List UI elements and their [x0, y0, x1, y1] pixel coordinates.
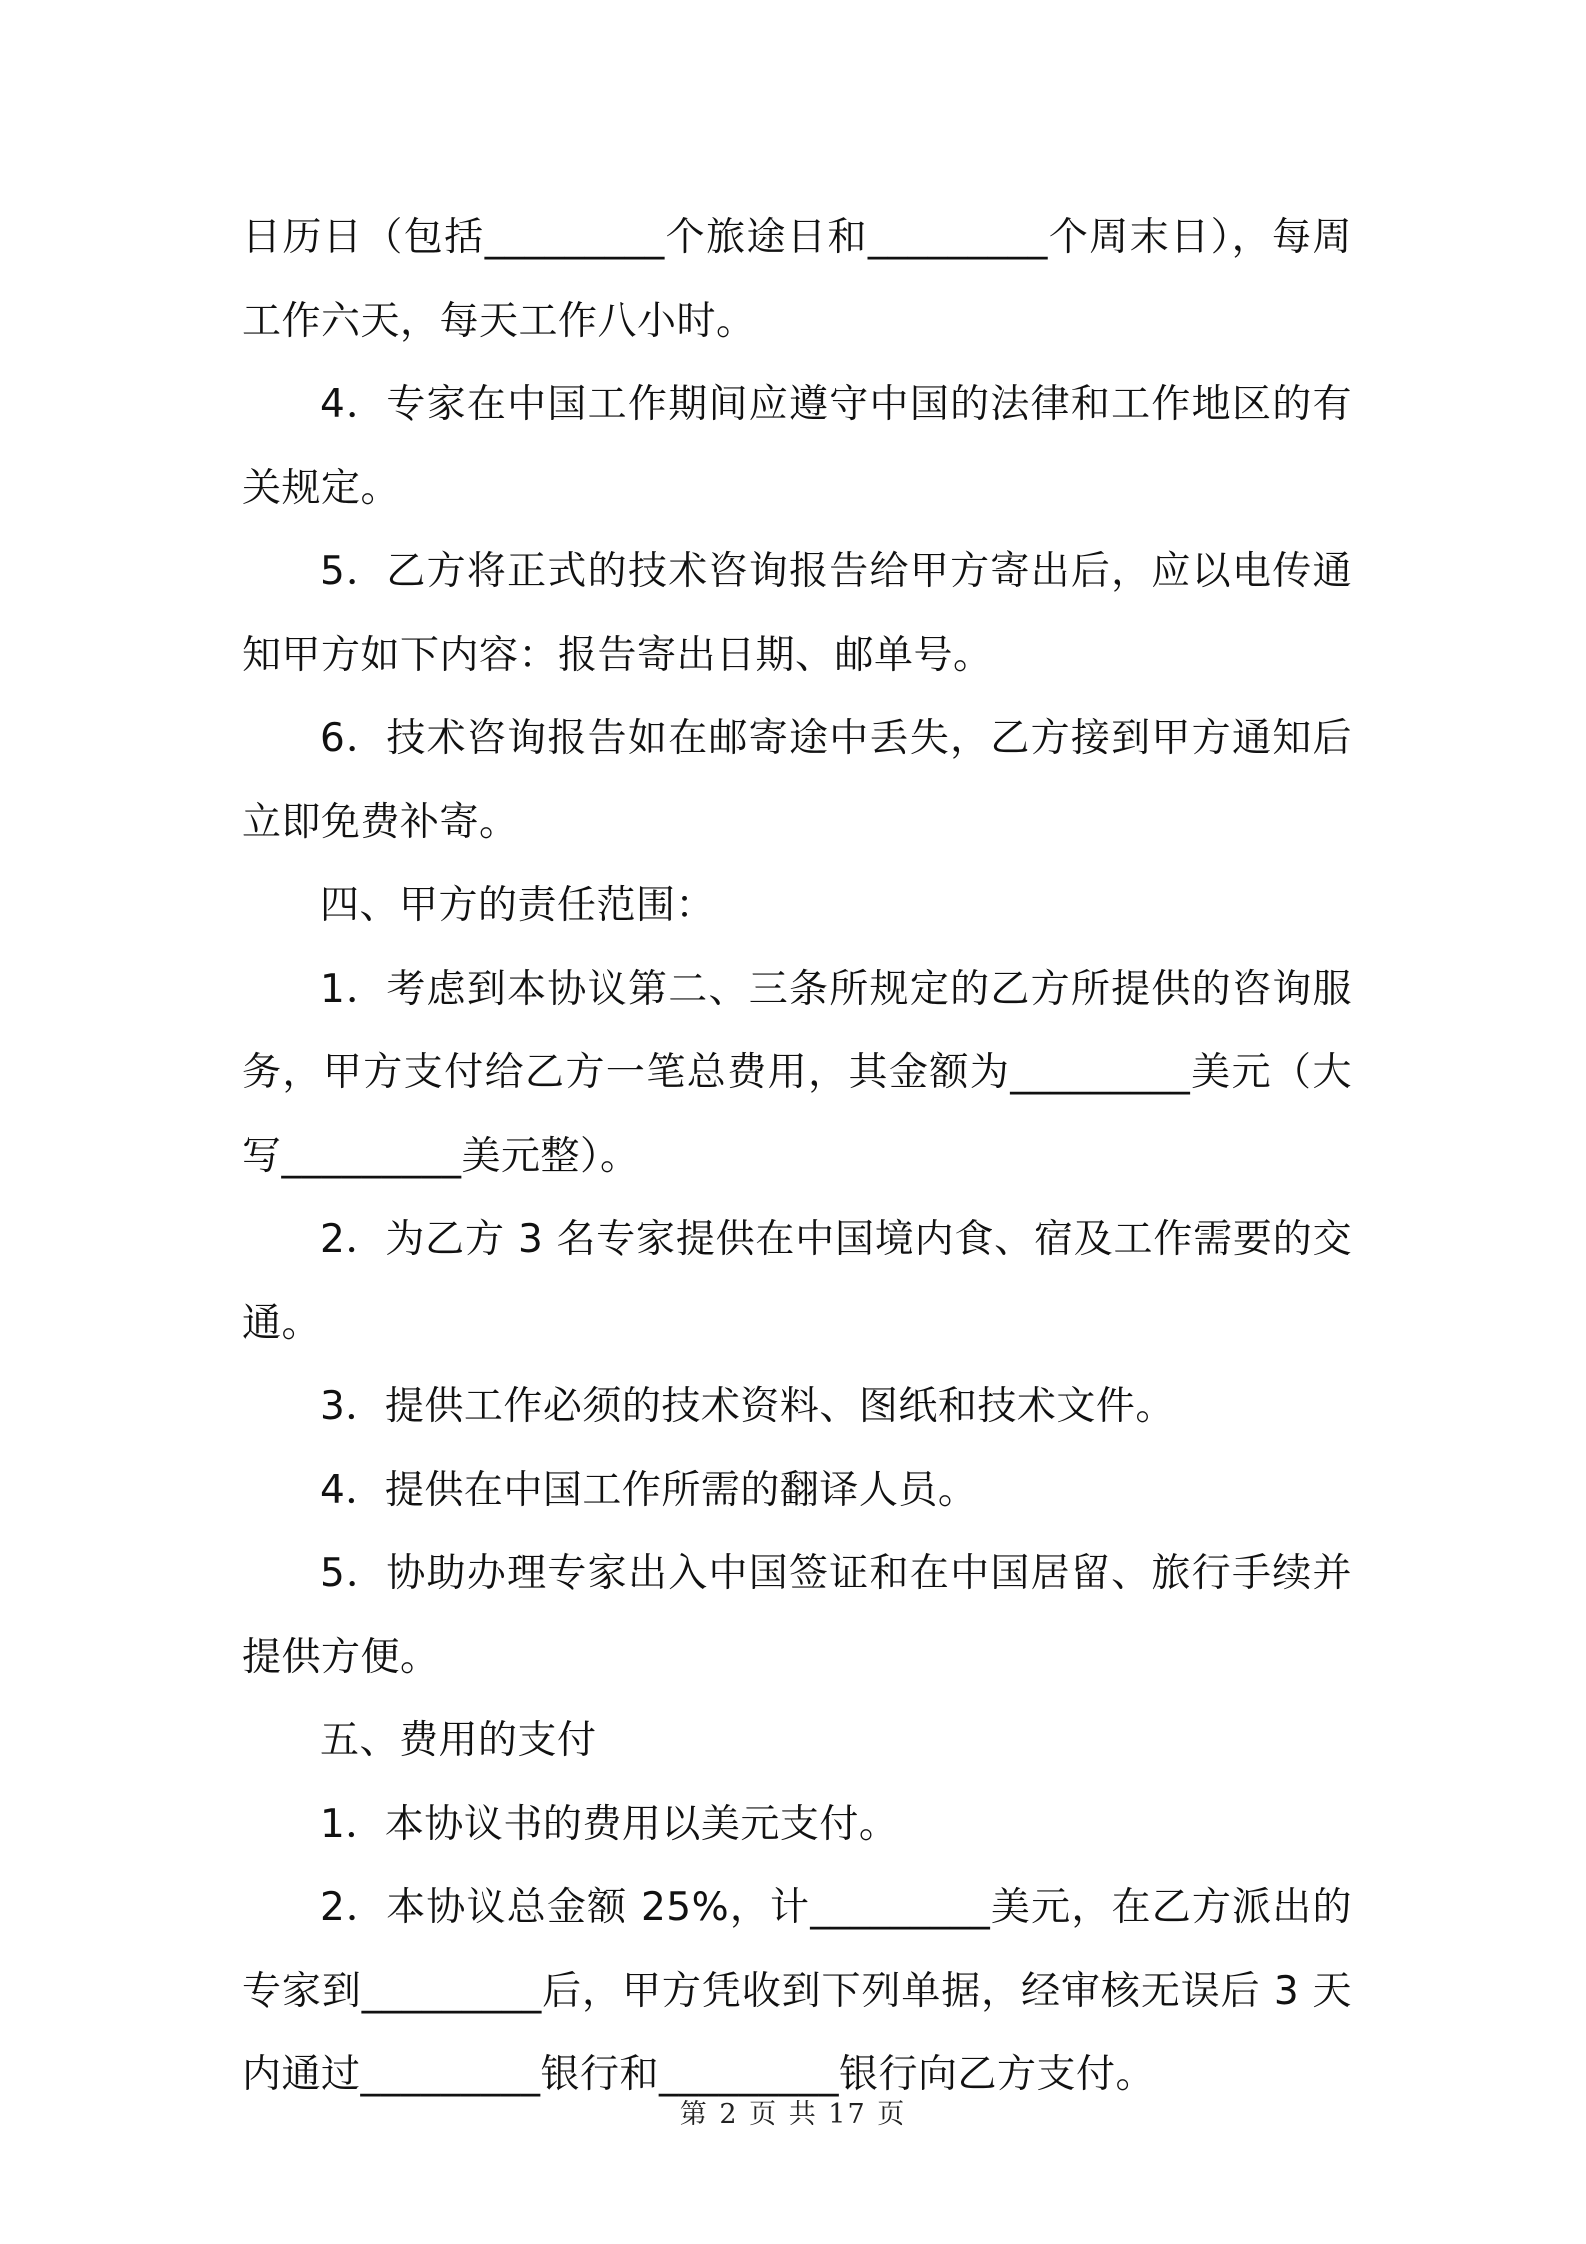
paragraph: 4．提供在中国工作所需的翻译人员。 — [320, 1467, 978, 1513]
section-heading: 五、费用的支付 — [320, 1718, 597, 1763]
page-footer: 第 2 页 共 17 页 — [679, 2099, 907, 2130]
paragraph: 6．技术咨询报告如在邮寄途中丢失，乙方接到甲方通知后立即免费补寄。 — [242, 716, 1352, 845]
paragraph: 4．专家在中国工作期间应遵守中国的法律和工作地区的有关规定。 — [242, 382, 1352, 511]
paragraph: 5．乙方将正式的技术咨询报告给甲方寄出后，应以电传通知甲方如下内容：报告寄出日期、邮单号。 — [242, 549, 1352, 678]
paragraph: 2．为乙方 3 名专家提供在中国境内食、宿及工作需要的交通。 — [242, 1217, 1352, 1346]
paragraph: 3．提供工作必须的技术资料、图纸和技术文件。 — [320, 1384, 1175, 1429]
document-body — [242, 196, 1352, 2117]
paragraph: 1．考虑到本协议第二、三条所规定的乙方所提供的咨询服务，甲方支付给乙方一笔总费用，其金额为_________美元（大写_________美元整）。 — [242, 966, 1352, 1179]
paragraph: 日历日（包括_________个旅途日和_________个周末日），每周工作六天，每天工作八小时。 — [242, 215, 1352, 344]
section-heading: 四、甲方的责任范围： — [320, 883, 716, 928]
paragraph: 5．协助办理专家出入中国签证和在中国居留、旅行手续并提供方便。 — [242, 1551, 1352, 1680]
paragraph: 1．本协议书的费用以美元支付。 — [320, 1801, 899, 1847]
paragraph: 2．本协议总金额 25%，计_________美元，在乙方派出的专家到_________后，甲方凭收到下列单据，经审核无误后 3 天内通过_________银行和_________银行向乙方支付。 — [242, 1885, 1352, 2097]
